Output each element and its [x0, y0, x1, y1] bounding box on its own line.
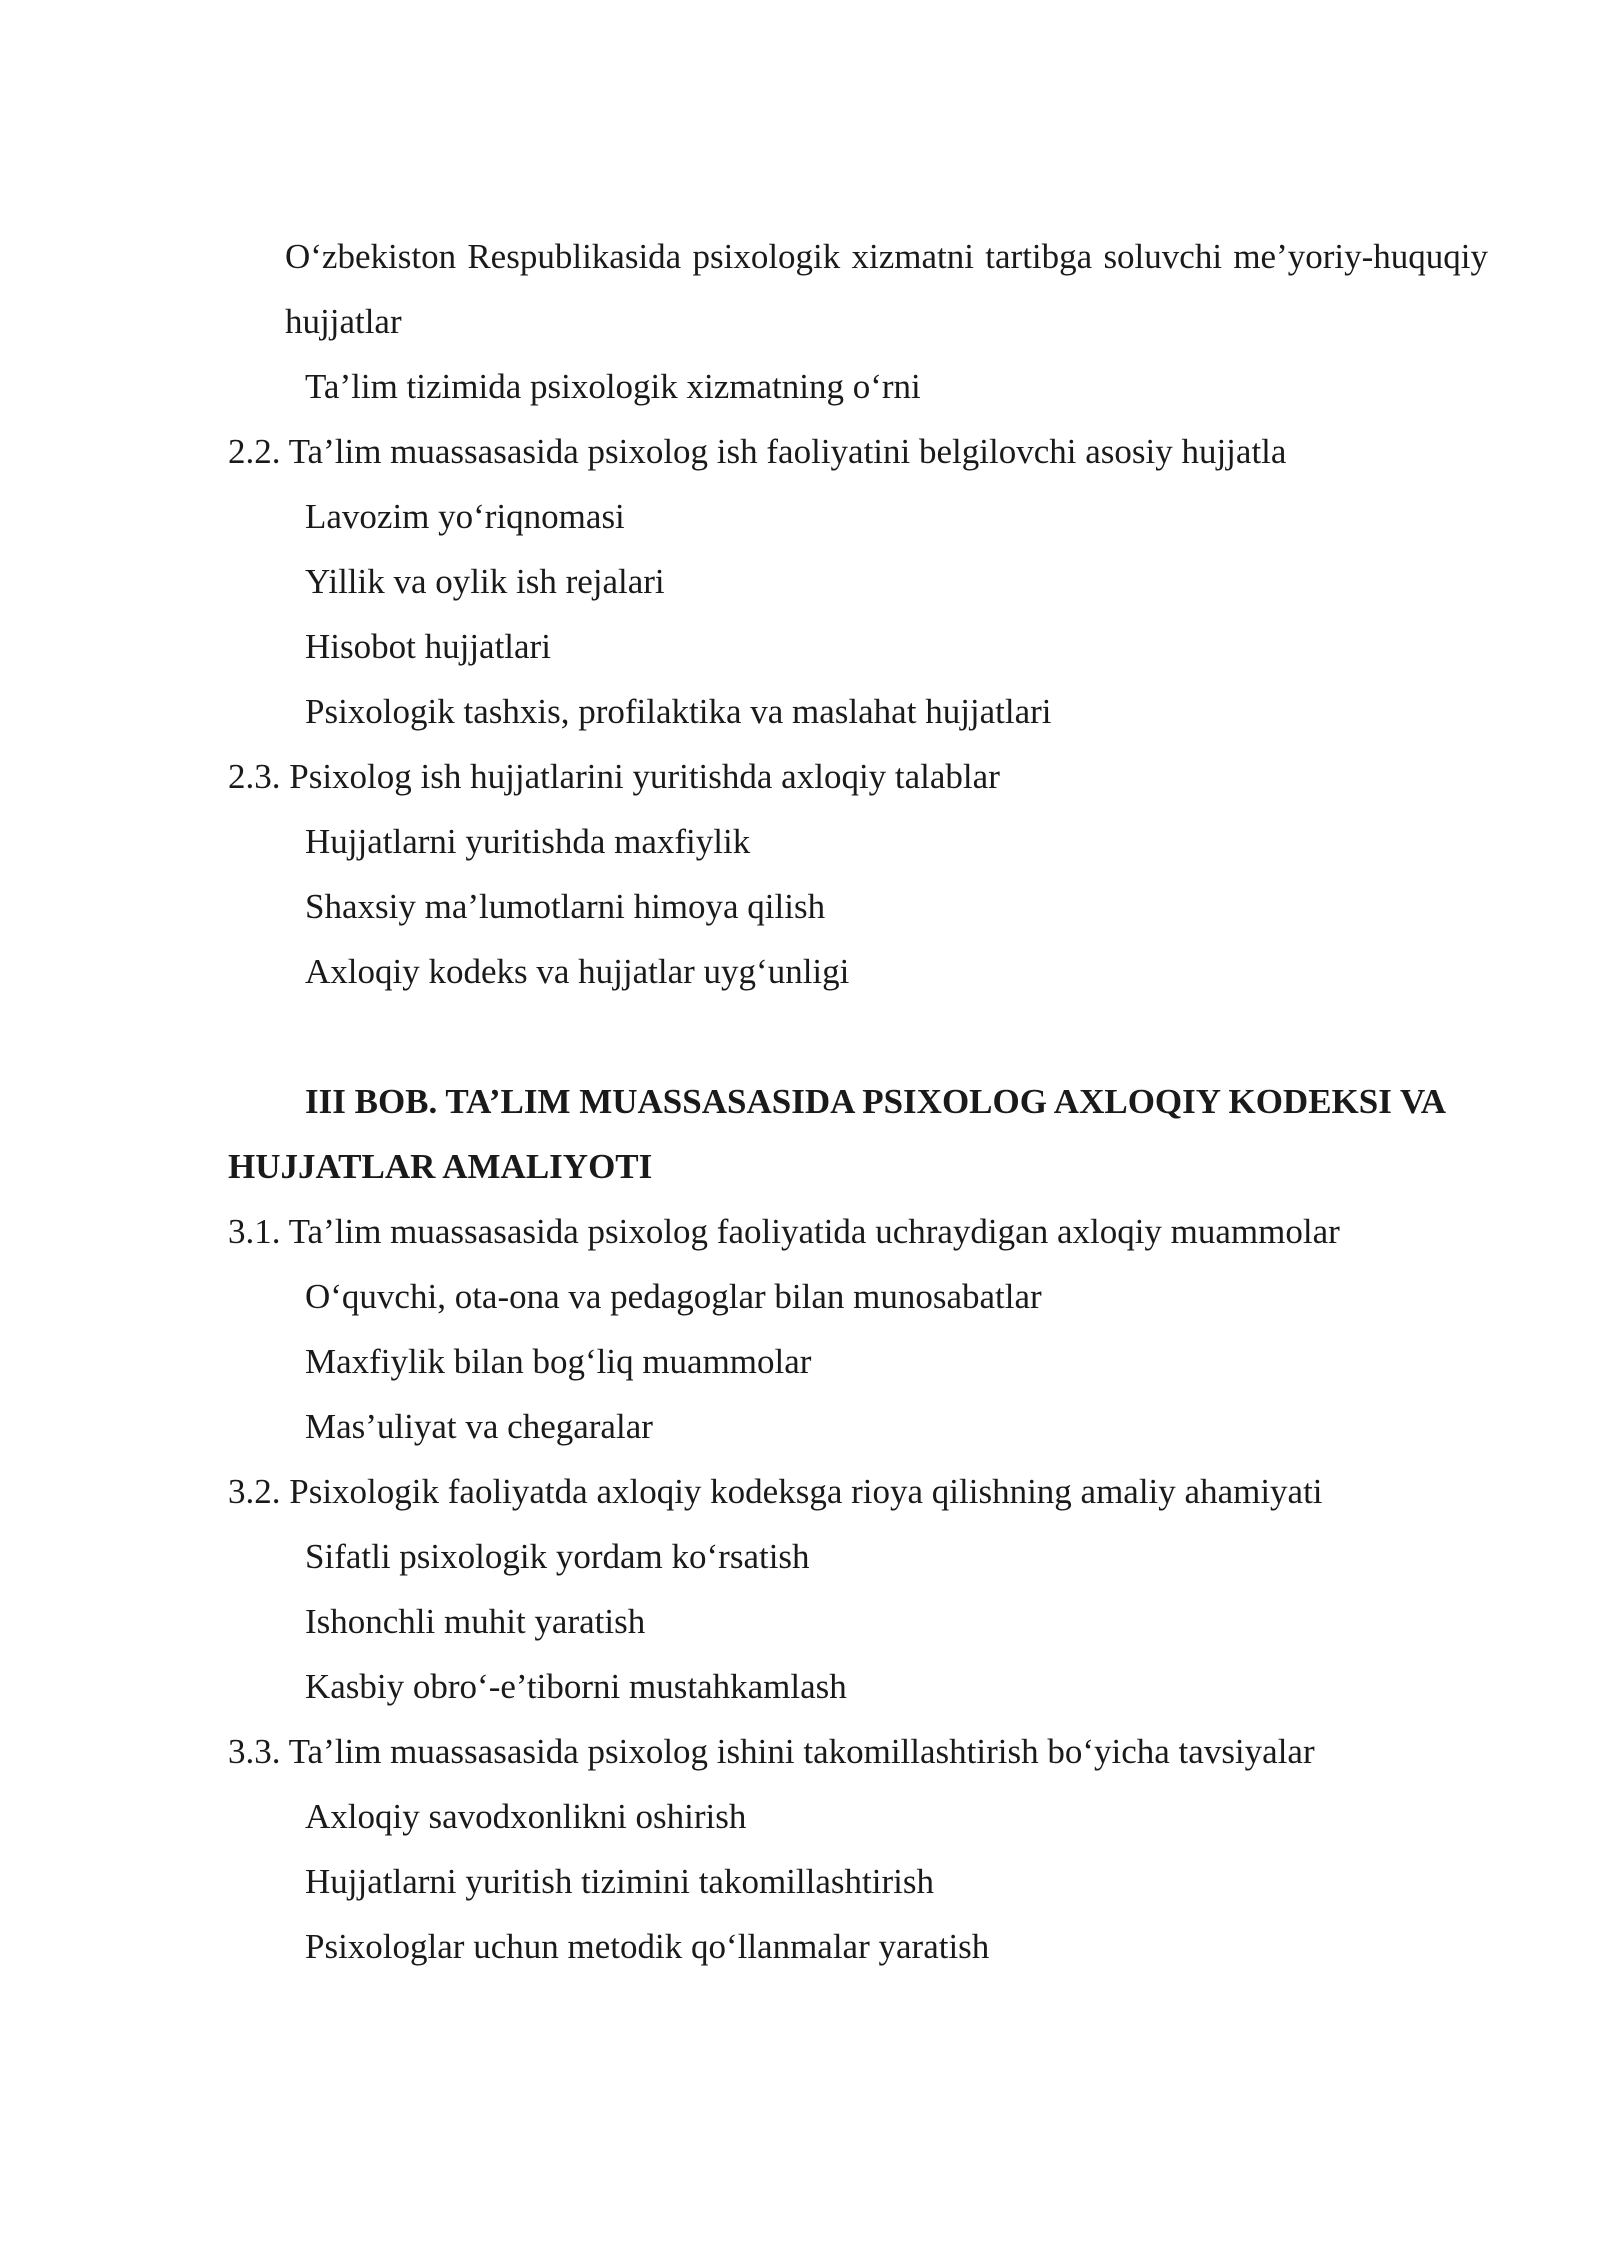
- toc-item: Hisobot hujjatlari: [305, 627, 551, 666]
- toc-item: Kasbiy obro‘-e’tiborni mustahkamlash: [305, 1667, 847, 1706]
- toc-item: Shaxsiy ma’lumotlarni himoya qilish: [305, 887, 826, 926]
- section-title-2-3: 2.3. Psixolog ish hujjatlarini yuritishda axloqiy talablar: [228, 757, 1000, 796]
- toc-item: Hujjatlarni yuritish tizimini takomillashtirish: [305, 1862, 934, 1901]
- toc-item: Psixologik tashxis, profilaktika va maslahat hujjatlari: [305, 692, 1052, 731]
- toc-item: Mas’uliyat va chegaralar: [305, 1407, 653, 1446]
- section-title-3-3: 3.3. Ta’lim muassasasida psixolog ishini takomillashtirish bo‘yicha tavsiyalar: [228, 1732, 1315, 1771]
- chapter-heading: III BOB. TA’LIM MUASSASASIDA PSIXOLOG AXLOQIY KODEKSI VA HUJJATLAR AMALIYOTI: [228, 1082, 1445, 1186]
- section-title-3-2: 3.2. Psixologik faoliyatda axloqiy kodeksga rioya qilishning amaliy ahamiyati: [228, 1472, 1323, 1511]
- toc-item: Psixologlar uchun metodik qo‘llanmalar yaratish: [305, 1927, 990, 1966]
- section-title-2-2: 2.2. Ta’lim muassasasida psixolog ish faoliyatini belgilovchi asosiy hujjatla: [228, 432, 1287, 471]
- toc-item: O‘quvchi, ota-ona va pedagoglar bilan munosabatlar: [305, 1277, 1042, 1316]
- toc-item: Yillik va oylik ish rejalari: [305, 562, 665, 601]
- toc-item: Sifatli psixologik yordam ko‘rsatish: [305, 1537, 810, 1576]
- toc-item: O‘zbekiston Respublikasida psixologik xizmatni tartibga soluvchi me’yoriy-huquqiy hujjatlar: [285, 237, 1488, 341]
- toc-item: Ta’lim tizimida psixologik xizmatning o‘rni: [305, 367, 921, 406]
- toc-item: Axloqiy savodxonlikni oshirish: [305, 1797, 747, 1836]
- toc-item: Lavozim yo‘riqnomasi: [305, 497, 625, 536]
- table-of-contents: [228, 224, 1488, 1979]
- toc-item: Maxfiylik bilan bog‘liq muammolar: [305, 1342, 812, 1381]
- toc-item: Axloqiy kodeks va hujjatlar uyg‘unligi: [305, 952, 850, 991]
- section-title-3-1: 3.1. Ta’lim muassasasida psixolog faoliyatida uchraydigan axloqiy muammolar: [228, 1212, 1340, 1251]
- toc-item: Ishonchli muhit yaratish: [305, 1602, 646, 1641]
- toc-item: Hujjatlarni yuritishda maxfiylik: [305, 822, 751, 861]
